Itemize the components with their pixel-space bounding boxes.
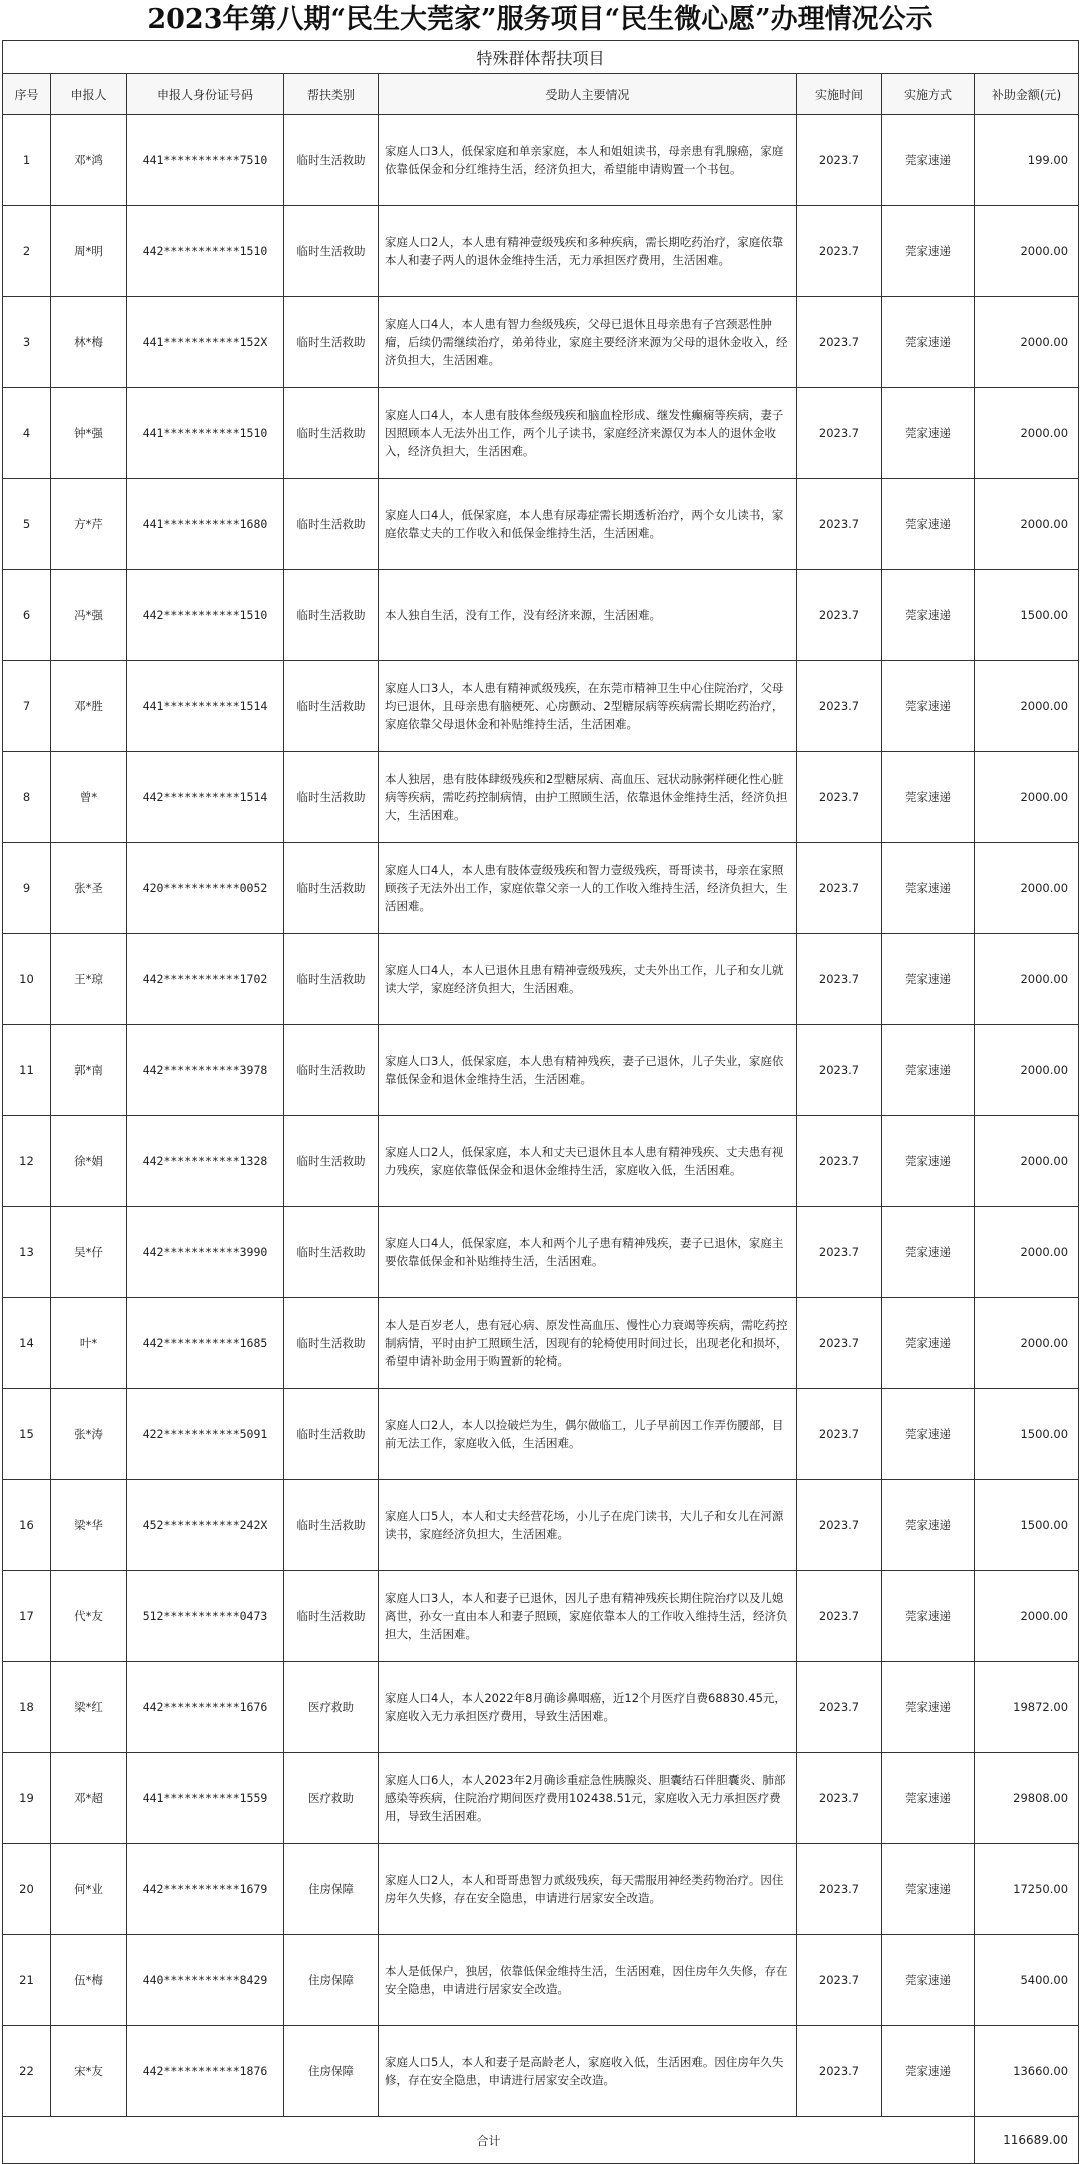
row-amount: 29808.00	[975, 1753, 1079, 1844]
row-category: 临时生活救助	[284, 1298, 379, 1389]
row-id-number: 442***********1328	[127, 1116, 284, 1207]
row-date: 2023.7	[797, 115, 882, 206]
row-amount: 13660.00	[975, 2026, 1079, 2117]
row-method: 莞家速递	[882, 1753, 975, 1844]
table-row	[3, 661, 1079, 752]
row-no: 8	[3, 752, 51, 843]
row-situation: 家庭人口4人，本人2022年8月确诊鼻咽癌，近12个月医疗自费68830.45元，家庭收入无力承担医疗费用，导致生活困难。	[379, 1662, 797, 1753]
row-method: 莞家速递	[882, 1298, 975, 1389]
row-situation: 家庭人口3人，本人患有精神贰级残疾，在东莞市精神卫生中心住院治疗，父母均已退休，且母亲患有脑梗死、心房颤动、2型糖尿病等疾病需长期吃药治疗，家庭依靠父母退休金和补贴维持生活，生活困难。	[379, 661, 797, 752]
row-category: 临时生活救助	[284, 1571, 379, 1662]
assistance-table	[2, 40, 1079, 2164]
row-no: 2	[3, 206, 51, 297]
row-applicant: 吴*仔	[51, 1207, 127, 1298]
row-no: 12	[3, 1116, 51, 1207]
row-category: 医疗救助	[284, 1662, 379, 1753]
row-applicant: 方*芹	[51, 479, 127, 570]
row-category: 住房保障	[284, 1844, 379, 1935]
table-row	[3, 1298, 1079, 1389]
row-situation: 家庭人口4人，低保家庭，本人和两个儿子患有精神残疾，妻子已退休，家庭主要依靠低保金和补贴维持生活，生活困难。	[379, 1207, 797, 1298]
row-method: 莞家速递	[882, 206, 975, 297]
row-date: 2023.7	[797, 1844, 882, 1935]
row-method: 莞家速递	[882, 1389, 975, 1480]
total-row	[3, 2117, 1079, 2164]
row-date: 2023.7	[797, 388, 882, 479]
section-row	[3, 41, 1079, 74]
row-no: 11	[3, 1025, 51, 1116]
page-title: 2023年第八期“民生大莞家”服务项目“民生微心愿”办理情况公示	[147, 4, 933, 35]
row-category: 临时生活救助	[284, 1116, 379, 1207]
row-date: 2023.7	[797, 1207, 882, 1298]
table-row	[3, 1389, 1079, 1480]
row-category: 临时生活救助	[284, 934, 379, 1025]
row-id-number: 442***********1510	[127, 206, 284, 297]
row-situation: 本人是百岁老人，患有冠心病、原发性高血压、慢性心力衰竭等疾病，需吃药控制病情，平时由护工照顾生活，因现有的轮椅使用时间过长，出现老化和损坏，希望申请补助金用于购置新的轮椅。	[379, 1298, 797, 1389]
row-amount: 2000.00	[975, 206, 1079, 297]
row-situation: 家庭人口4人，本人已退休且患有精神壹级残疾，丈夫外出工作，儿子和女儿就读大学，家庭经济负担大，生活困难。	[379, 934, 797, 1025]
row-no: 1	[3, 115, 51, 206]
row-applicant: 张*涛	[51, 1389, 127, 1480]
table-row	[3, 1662, 1079, 1753]
table-row	[3, 1844, 1079, 1935]
row-method: 莞家速递	[882, 1935, 975, 2026]
row-situation: 家庭人口2人，本人和哥哥患智力贰级残疾，每天需服用神经类药物治疗。因住房年久失修，存在安全隐患，申请进行居家安全改造。	[379, 1844, 797, 1935]
table-row	[3, 1207, 1079, 1298]
row-id-number: 441***********1514	[127, 661, 284, 752]
row-applicant: 林*梅	[51, 297, 127, 388]
row-no: 20	[3, 1844, 51, 1935]
row-date: 2023.7	[797, 297, 882, 388]
row-situation: 本人独自生活，没有工作，没有经济来源，生活困难。	[379, 570, 797, 661]
row-id-number: 440***********8429	[127, 1935, 284, 2026]
row-amount: 1500.00	[975, 1480, 1079, 1571]
row-method: 莞家速递	[882, 479, 975, 570]
row-situation: 家庭人口3人，低保家庭，本人患有精神残疾，妻子已退休，儿子失业，家庭依靠低保金和退休金维持生活，生活困难。	[379, 1025, 797, 1116]
row-category: 临时生活救助	[284, 752, 379, 843]
row-no: 14	[3, 1298, 51, 1389]
table-row	[3, 1480, 1079, 1571]
row-category: 临时生活救助	[284, 1207, 379, 1298]
row-id-number: 422***********5091	[127, 1389, 284, 1480]
row-amount: 5400.00	[975, 1935, 1079, 2026]
header-applicant: 申报人	[51, 74, 127, 115]
row-applicant: 邓*鸿	[51, 115, 127, 206]
table-row	[3, 752, 1079, 843]
row-applicant: 周*明	[51, 206, 127, 297]
row-id-number: 442***********1676	[127, 1662, 284, 1753]
row-date: 2023.7	[797, 1935, 882, 2026]
total-label: 合计	[3, 2117, 975, 2164]
row-situation: 家庭人口4人，本人患有肢体叁级残疾和脑血栓形成、继发性癫痫等疾病，妻子因照顾本人无法外出工作，两个儿子读书，家庭经济来源仅为本人的退休金收入，经济负担大，生活困难。	[379, 388, 797, 479]
row-date: 2023.7	[797, 752, 882, 843]
header-date: 实施时间	[797, 74, 882, 115]
header-situation: 受助人主要情况	[379, 74, 797, 115]
row-amount: 1500.00	[975, 570, 1079, 661]
row-category: 临时生活救助	[284, 297, 379, 388]
row-id-number: 442***********1702	[127, 934, 284, 1025]
row-no: 4	[3, 388, 51, 479]
row-method: 莞家速递	[882, 1844, 975, 1935]
row-date: 2023.7	[797, 843, 882, 934]
row-id-number: 441***********7510	[127, 115, 284, 206]
row-no: 3	[3, 297, 51, 388]
row-situation: 家庭人口2人，低保家庭，本人和丈夫已退休且本人患有精神残疾、丈夫患有视力残疾，家庭依靠低保金和退休金维持生活，家庭收入低，生活困难。	[379, 1116, 797, 1207]
table-row	[3, 1571, 1079, 1662]
section-title: 特殊群体帮扶项目	[3, 41, 1079, 74]
row-no: 17	[3, 1571, 51, 1662]
row-date: 2023.7	[797, 1480, 882, 1571]
row-no: 13	[3, 1207, 51, 1298]
row-amount: 2000.00	[975, 934, 1079, 1025]
row-method: 莞家速递	[882, 1207, 975, 1298]
row-method: 莞家速递	[882, 297, 975, 388]
row-id-number: 442***********1876	[127, 2026, 284, 2117]
row-date: 2023.7	[797, 1662, 882, 1753]
row-category: 医疗救助	[284, 1753, 379, 1844]
row-id-number: 441***********152X	[127, 297, 284, 388]
row-situation: 家庭人口3人，本人和妻子已退休，因儿子患有精神残疾长期住院治疗以及儿媳离世，孙女一直由本人和妻子照顾，家庭依靠本人的工作收入维持生活，经济负担大，生活困难。	[379, 1571, 797, 1662]
row-date: 2023.7	[797, 934, 882, 1025]
table-row	[3, 843, 1079, 934]
row-method: 莞家速递	[882, 115, 975, 206]
row-date: 2023.7	[797, 1116, 882, 1207]
row-situation: 本人是低保户，独居，依靠低保金维持生活，生活困难，因住房年久失修，存在安全隐患，申请进行居家安全改造。	[379, 1935, 797, 2026]
row-method: 莞家速递	[882, 1662, 975, 1753]
row-situation: 家庭人口2人，本人患有精神壹级残疾和多种疾病，需长期吃药治疗，家庭依靠本人和妻子两人的退休金维持生活，无力承担医疗费用，生活困难。	[379, 206, 797, 297]
row-category: 临时生活救助	[284, 843, 379, 934]
row-id-number: 442***********3990	[127, 1207, 284, 1298]
row-applicant: 叶*	[51, 1298, 127, 1389]
row-category: 临时生活救助	[284, 661, 379, 752]
row-id-number: 441***********1510	[127, 388, 284, 479]
row-amount: 2000.00	[975, 843, 1079, 934]
row-date: 2023.7	[797, 2026, 882, 2117]
header-no: 序号	[3, 74, 51, 115]
total-amount: 116689.00	[975, 2117, 1079, 2164]
row-applicant: 邓*超	[51, 1753, 127, 1844]
row-applicant: 曾*	[51, 752, 127, 843]
row-id-number: 442***********1685	[127, 1298, 284, 1389]
row-method: 莞家速递	[882, 752, 975, 843]
row-date: 2023.7	[797, 479, 882, 570]
row-id-number: 441***********1559	[127, 1753, 284, 1844]
row-method: 莞家速递	[882, 843, 975, 934]
row-method: 莞家速递	[882, 661, 975, 752]
row-no: 19	[3, 1753, 51, 1844]
row-amount: 2000.00	[975, 1116, 1079, 1207]
row-method: 莞家速递	[882, 1025, 975, 1116]
table-row	[3, 1116, 1079, 1207]
row-situation: 家庭人口5人，本人和妻子是高龄老人，家庭收入低，生活困难。因住房年久失修，存在安全隐患，申请进行居家安全改造。	[379, 2026, 797, 2117]
row-category: 临时生活救助	[284, 206, 379, 297]
row-situation: 家庭人口5人，本人和丈夫经营花场，小儿子在虎门读书，大儿子和女儿在河源读书，家庭经济负担大，生活困难。	[379, 1480, 797, 1571]
row-no: 5	[3, 479, 51, 570]
row-amount: 2000.00	[975, 752, 1079, 843]
row-category: 临时生活救助	[284, 1480, 379, 1571]
row-date: 2023.7	[797, 1753, 882, 1844]
header-row	[3, 74, 1079, 115]
row-id-number: 442***********1514	[127, 752, 284, 843]
row-amount: 2000.00	[975, 1571, 1079, 1662]
row-applicant: 伍*梅	[51, 1935, 127, 2026]
row-category: 临时生活救助	[284, 1025, 379, 1116]
row-no: 16	[3, 1480, 51, 1571]
table-row	[3, 570, 1079, 661]
row-situation: 家庭人口3人，低保家庭和单亲家庭，本人和姐姐读书，母亲患有乳腺癌，家庭依靠低保金和分红维持生活，经济负担大，希望能申请购置一个书包。	[379, 115, 797, 206]
row-no: 22	[3, 2026, 51, 2117]
table-row	[3, 297, 1079, 388]
row-amount: 2000.00	[975, 1025, 1079, 1116]
row-situation: 家庭人口6人，本人2023年2月确诊重症急性胰腺炎、胆囊结石伴胆囊炎、肺部感染等疾病，住院治疗期间医疗费用102438.51元，家庭收入无力承担医疗费用，导致生活困难。	[379, 1753, 797, 1844]
table-row	[3, 388, 1079, 479]
row-amount: 17250.00	[975, 1844, 1079, 1935]
row-applicant: 冯*强	[51, 570, 127, 661]
row-id-number: 452***********242X	[127, 1480, 284, 1571]
row-amount: 2000.00	[975, 479, 1079, 570]
row-category: 临时生活救助	[284, 388, 379, 479]
header-method: 实施方式	[882, 74, 975, 115]
row-id-number: 442***********3978	[127, 1025, 284, 1116]
row-method: 莞家速递	[882, 570, 975, 661]
row-applicant: 张*圣	[51, 843, 127, 934]
table-row	[3, 206, 1079, 297]
row-no: 7	[3, 661, 51, 752]
row-id-number: 441***********1680	[127, 479, 284, 570]
table-row	[3, 479, 1079, 570]
row-amount: 2000.00	[975, 388, 1079, 479]
row-category: 临时生活救助	[284, 479, 379, 570]
row-applicant: 梁*红	[51, 1662, 127, 1753]
header-id-number: 申报人身份证号码	[127, 74, 284, 115]
table-row	[3, 115, 1079, 206]
row-no: 15	[3, 1389, 51, 1480]
row-method: 莞家速递	[882, 1116, 975, 1207]
row-category: 临时生活救助	[284, 115, 379, 206]
row-amount: 2000.00	[975, 661, 1079, 752]
row-amount: 199.00	[975, 115, 1079, 206]
table-row	[3, 1025, 1079, 1116]
row-category: 住房保障	[284, 2026, 379, 2117]
row-no: 21	[3, 1935, 51, 2026]
header-category: 帮扶类别	[284, 74, 379, 115]
row-no: 9	[3, 843, 51, 934]
row-date: 2023.7	[797, 1298, 882, 1389]
row-date: 2023.7	[797, 1571, 882, 1662]
row-amount: 1500.00	[975, 1389, 1079, 1480]
row-applicant: 梁*华	[51, 1480, 127, 1571]
row-situation: 家庭人口2人，本人以捡破烂为生，偶尔做临工，儿子早前因工作弄伤腰部，目前无法工作，家庭收入低，生活困难。	[379, 1389, 797, 1480]
table-row	[3, 1753, 1079, 1844]
row-situation: 本人独居，患有肢体肆级残疾和2型糖尿病、高血压、冠状动脉粥样硬化性心脏病等疾病，需吃药控制病情，由护工照顾生活，依靠退休金维持生活，经济负担大，生活困难。	[379, 752, 797, 843]
row-applicant: 何*业	[51, 1844, 127, 1935]
row-amount: 2000.00	[975, 1298, 1079, 1389]
row-applicant: 王*琼	[51, 934, 127, 1025]
row-id-number: 420***********0052	[127, 843, 284, 934]
row-amount: 2000.00	[975, 1207, 1079, 1298]
row-date: 2023.7	[797, 206, 882, 297]
row-situation: 家庭人口4人，本人患有智力叁级残疾，父母已退休且母亲患有子宫颈恶性肿瘤，后续仍需继续治疗，弟弟待业，家庭主要经济来源为父母的退休金收入，经济负担大，生活困难。	[379, 297, 797, 388]
row-id-number: 512***********0473	[127, 1571, 284, 1662]
row-date: 2023.7	[797, 1025, 882, 1116]
row-no: 10	[3, 934, 51, 1025]
row-method: 莞家速递	[882, 388, 975, 479]
table-row	[3, 934, 1079, 1025]
row-date: 2023.7	[797, 661, 882, 752]
row-category: 临时生活救助	[284, 570, 379, 661]
row-applicant: 钟*强	[51, 388, 127, 479]
row-category: 住房保障	[284, 1935, 379, 2026]
row-no: 6	[3, 570, 51, 661]
row-category: 临时生活救助	[284, 1389, 379, 1480]
row-situation: 家庭人口4人，低保家庭，本人患有尿毒症需长期透析治疗，两个女儿读书，家庭依靠丈夫的工作收入和低保金维持生活，生活困难。	[379, 479, 797, 570]
row-id-number: 442***********1679	[127, 1844, 284, 1935]
row-no: 18	[3, 1662, 51, 1753]
row-amount: 19872.00	[975, 1662, 1079, 1753]
row-date: 2023.7	[797, 1389, 882, 1480]
row-method: 莞家速递	[882, 1571, 975, 1662]
row-method: 莞家速递	[882, 1480, 975, 1571]
table-row	[3, 2026, 1079, 2117]
row-applicant: 郭*南	[51, 1025, 127, 1116]
row-amount: 2000.00	[975, 297, 1079, 388]
row-situation: 家庭人口4人，本人患有肢体壹级残疾和智力壹级残疾，哥哥读书，母亲在家照顾孩子无法外出工作，家庭依靠父亲一人的工作收入维持生活，经济负担大，生活困难。	[379, 843, 797, 934]
row-applicant: 代*友	[51, 1571, 127, 1662]
row-id-number: 442***********1510	[127, 570, 284, 661]
table-row	[3, 1935, 1079, 2026]
row-date: 2023.7	[797, 570, 882, 661]
row-applicant: 徐*娟	[51, 1116, 127, 1207]
row-method: 莞家速递	[882, 2026, 975, 2117]
header-amount: 补助金额(元)	[975, 74, 1079, 115]
row-applicant: 宋*友	[51, 2026, 127, 2117]
row-method: 莞家速递	[882, 934, 975, 1025]
row-applicant: 邓*胜	[51, 661, 127, 752]
